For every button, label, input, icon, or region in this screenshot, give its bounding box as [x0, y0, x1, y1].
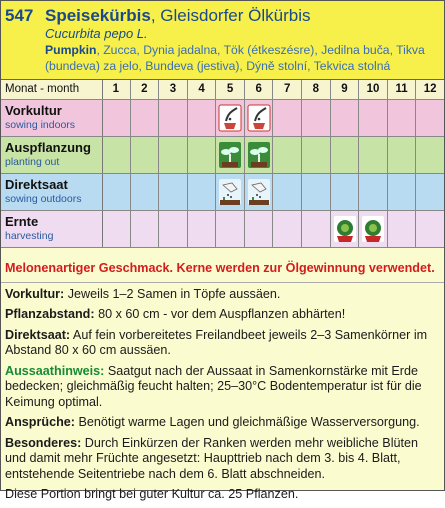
article-number: 547	[5, 6, 34, 25]
row-label-de: Direktsaat	[5, 177, 68, 192]
harvest-basket-icon	[361, 214, 385, 244]
besonderes-label: Besonderes:	[5, 435, 82, 450]
month-cell-4	[188, 211, 217, 247]
direktsaat-label: Direktsaat:	[5, 327, 71, 342]
direktsaat-text: Auf fein vorbereitetes Freilandbeet jeweils 2–3 Samenkörner im Abstand 80 x 60 cm aussäen.	[5, 327, 428, 357]
names-other: , Zucca, Dynia jadalna, Tök (étkeszésre), Jedilna buča, Tikva (bundeva) za jelo, Bundeva (jestiva), Dýně stolní, Tekvica stolná	[45, 43, 425, 73]
sowing-pot-icon	[247, 103, 271, 133]
month-cell-9	[331, 174, 360, 210]
month-cell-8	[302, 100, 331, 136]
month-cell-7	[273, 174, 302, 210]
seedling-icon	[247, 140, 271, 170]
month-cell-3	[159, 211, 188, 247]
month-cell-8	[302, 174, 331, 210]
sowing-hand-icon	[218, 177, 242, 207]
month-cell-7	[273, 100, 302, 136]
month-cell-11	[388, 137, 417, 173]
month-header-9: 9	[331, 80, 360, 99]
portion-note: Diese Portion bringt bei guter Kultur ca. 25 Pflanzen.	[5, 487, 299, 501]
row-label-de: Vorkultur	[5, 103, 62, 118]
divider	[1, 282, 444, 283]
month-header-7: 7	[273, 80, 302, 99]
harvest-basket-icon	[333, 214, 357, 244]
month-cell-3	[159, 100, 188, 136]
month-cell-10	[359, 211, 388, 247]
month-cell-12	[416, 211, 444, 247]
row-label-en: sowing indoors	[5, 119, 76, 131]
month-header-8: 8	[302, 80, 331, 99]
row-label-de: Ernte	[5, 214, 39, 229]
month-cell-12	[416, 137, 444, 173]
month-cell-12	[416, 174, 444, 210]
month-cell-8	[302, 137, 331, 173]
month-cell-9	[331, 137, 360, 173]
month-header-2: 2	[131, 80, 160, 99]
month-cell-5	[216, 100, 245, 136]
title-sub: , Gleisdorfer Ölkürbis	[150, 6, 311, 25]
month-cell-1	[102, 137, 131, 173]
calendar-row-sowing-indoors	[1, 100, 444, 137]
month-header-4: 4	[188, 80, 217, 99]
month-cell-4	[188, 100, 217, 136]
abstand-text: 80 x 60 cm - vor dem Auspflanzen abhärten!	[94, 307, 346, 321]
month-cell-7	[273, 137, 302, 173]
month-cell-5	[216, 211, 245, 247]
month-cell-1	[102, 211, 131, 247]
ansprueche-text: Benötigt warme Lagen und gleichmäßige Wasserversorgung.	[74, 415, 420, 429]
month-cell-8	[302, 211, 331, 247]
calendar-row-harvesting	[1, 211, 444, 248]
month-cell-1	[102, 100, 131, 136]
month-cell-2	[131, 211, 160, 247]
month-header-3: 3	[159, 80, 188, 99]
month-cell-9	[331, 100, 360, 136]
month-cell-6	[245, 137, 274, 173]
month-header-1: 1	[102, 80, 131, 99]
translated-names	[45, 42, 441, 74]
month-header-12: 12	[423, 83, 437, 95]
month-header-5: 5	[216, 80, 245, 99]
seedling-icon	[218, 140, 242, 170]
sowing-pot-icon	[218, 103, 242, 133]
title-main: Speisekürbis	[45, 6, 151, 25]
ansprueche-label: Ansprüche:	[5, 415, 75, 429]
month-cell-11	[388, 211, 417, 247]
sowing-hand-icon	[247, 177, 271, 207]
highlight-note: Melonenartiger Geschmack. Kerne werden zur Ölgewinnung verwendet.	[5, 261, 435, 275]
month-cell-5	[216, 137, 245, 173]
row-label-de: Auspflanzung	[5, 140, 91, 155]
month-cell-2	[131, 137, 160, 173]
row-label-en: harvesting	[5, 230, 54, 242]
month-cell-12	[416, 100, 444, 136]
packet-header	[1, 1, 444, 79]
sowing-calendar	[1, 79, 444, 248]
month-cell-11	[388, 100, 417, 136]
month-label: Monat - month	[5, 83, 80, 95]
month-header-6: 6	[245, 80, 274, 99]
row-label-en: sowing outdoors	[5, 193, 82, 205]
month-cell-9	[331, 211, 360, 247]
names-english: Pumpkin	[45, 43, 97, 57]
product-title	[45, 6, 311, 26]
instructions	[5, 261, 441, 508]
month-cell-7	[273, 211, 302, 247]
latin-name: Cucurbita pepo L.	[45, 26, 148, 41]
month-cell-6	[245, 174, 274, 210]
calendar-row-planting-out	[1, 137, 444, 174]
vorkultur-label: Vorkultur:	[5, 286, 65, 301]
month-cell-10	[359, 137, 388, 173]
row-label-en: planting out	[5, 156, 60, 168]
month-cell-3	[159, 174, 188, 210]
hinweis-text: Saatgut nach der Aussaat in Samenkornstärke mit Erde bedecken; gleichmäßig feucht halten; 25–30°C Bodentemperatur ist für die Keimung optimal.	[5, 363, 422, 409]
besonderes-text: Durch Einkürzen der Ranken werden mehr weibliche Blüten und damit mehr Früchte angesetzt: Haupttrieb nach dem 3. bis 4. Blatt, entstehende Seitentriebe nach dem 6. Blatt abschneiden.	[5, 435, 419, 481]
month-cell-10	[359, 100, 388, 136]
month-header-11: 11	[388, 80, 417, 99]
abstand-label: Pflanzabstand:	[5, 307, 95, 321]
month-cell-4	[188, 137, 217, 173]
month-cell-2	[131, 100, 160, 136]
month-cell-6	[245, 100, 274, 136]
month-cell-11	[388, 174, 417, 210]
hinweis-label: Aussaathinweis:	[5, 363, 105, 378]
month-cell-10	[359, 174, 388, 210]
month-cell-3	[159, 137, 188, 173]
vorkultur-text: Jeweils 1–2 Samen in Töpfe aussäen.	[64, 286, 281, 301]
calendar-month-header	[1, 80, 444, 100]
calendar-row-sowing-outdoors	[1, 174, 444, 211]
month-cell-5	[216, 174, 245, 210]
month-cell-1	[102, 174, 131, 210]
month-header-10: 10	[359, 80, 388, 99]
month-cell-4	[188, 174, 217, 210]
month-cell-6	[245, 211, 274, 247]
month-cell-2	[131, 174, 160, 210]
